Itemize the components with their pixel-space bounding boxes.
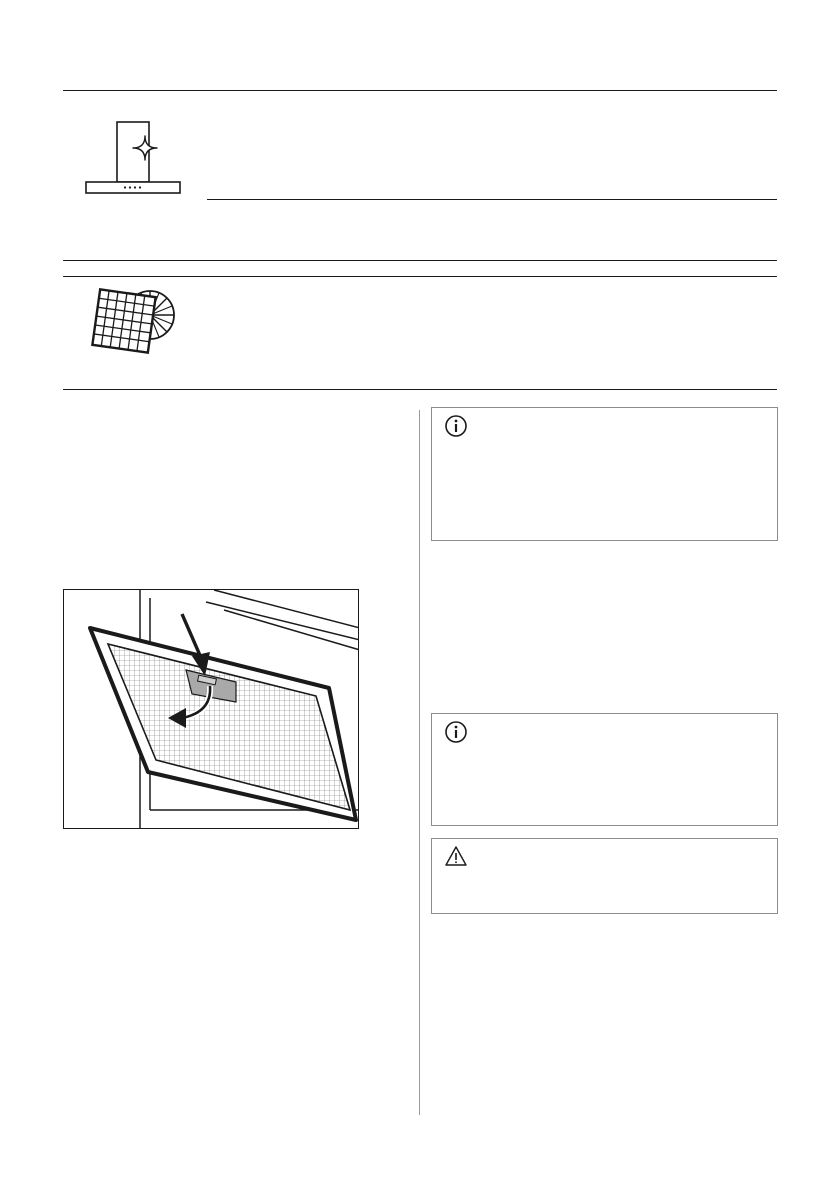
warning-note [431, 838, 778, 914]
section-bottom-rule [63, 389, 777, 390]
section-top-rule-2 [63, 276, 777, 277]
column-divider [419, 410, 420, 1115]
hood-clean-sparkle-icon [84, 120, 182, 196]
grease-and-carbon-filter-icon [88, 285, 178, 357]
info-icon [444, 720, 468, 749]
section-divider-rule [63, 260, 777, 261]
info-note-2 [431, 713, 778, 826]
filter-removal-illustration [63, 589, 359, 829]
section-sub-rule [207, 199, 777, 200]
section-top-rule [63, 90, 777, 91]
info-note-1 [431, 407, 778, 541]
warning-triangle-icon [444, 845, 468, 872]
info-icon [444, 414, 468, 443]
